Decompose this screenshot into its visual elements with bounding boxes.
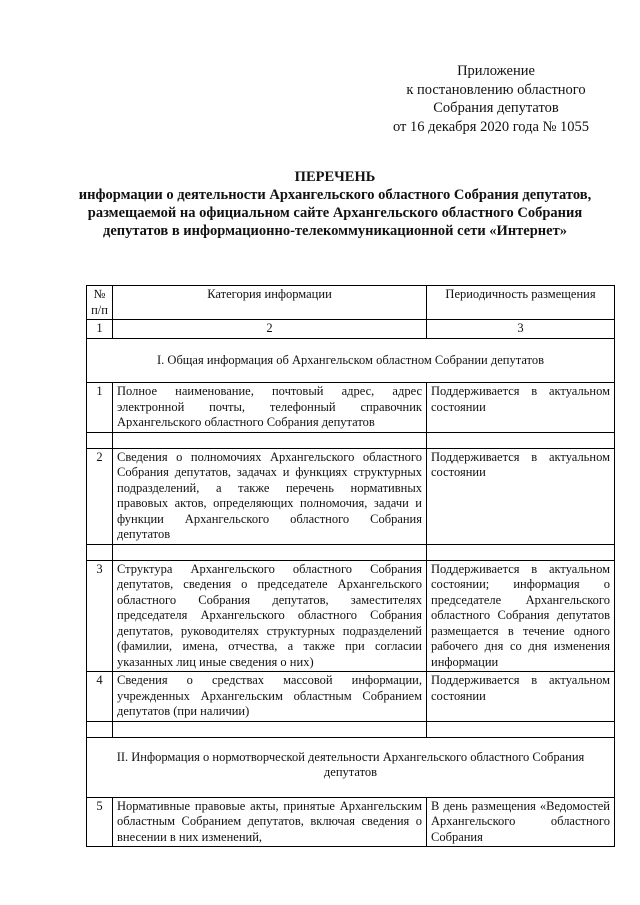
section-title: II. Информация о нормотворческой деятельности Архангельского областного Собрания депутатов <box>87 737 615 797</box>
row-num: 5 <box>87 797 113 847</box>
row-period: Поддерживается в актуальном состоянии <box>427 672 615 722</box>
appendix-line-2: к постановлению областного <box>406 81 586 98</box>
row-category: Сведения о полномочиях Архангельского областного Собрания депутатов, задачах и функциях структурных подразделений, а также перечень нормативных правовых актов, определяющих полномочия, задачи и функции Архангельского областного Собрания депутатов <box>113 448 427 544</box>
appendix-line-3: Собрания депутатов <box>433 100 559 116</box>
table-row <box>87 383 615 433</box>
row-period: Поддерживается в актуальном состоянии <box>427 448 615 544</box>
row-spacer <box>87 721 615 737</box>
row-period: Поддерживается в актуальном состоянии; информация о председателе Архангельского областного Собрания депутатов размещается в течение одного рабочего дня со дня изменения информации <box>427 560 615 672</box>
row-category: Структура Архангельского областного Собрания депутатов, сведения о председателе Архангельского областного Собрания депутатов, заместителях председателя Архангельского областного Собрания депутатов, руководителях структурных подразделений (фамилии, имена, отчества, а также при согласии указанных лиц иные сведения о них) <box>113 560 427 672</box>
document-heading <box>70 168 600 240</box>
row-category: Сведения о средствах массовой информации, учрежденных Архангельским областным Собранием депутатов (при наличии) <box>113 672 427 722</box>
header-category: Категория информации <box>113 286 427 320</box>
row-num: 2 <box>87 448 113 544</box>
column-number: 3 <box>427 320 615 339</box>
row-num: 4 <box>87 672 113 722</box>
row-category: Нормативные правовые акты, принятые Архангельским областным Собранием депутатов, включая сведения о внесении в них изменений, <box>113 797 427 847</box>
document-title: ПЕРЕЧЕНЬ <box>294 169 376 185</box>
table-header-row <box>87 286 615 320</box>
appendix-block <box>380 62 612 136</box>
column-number: 1 <box>87 320 113 339</box>
row-num: 1 <box>87 383 113 433</box>
header-period: Периодичность размещения <box>427 286 615 320</box>
row-spacer <box>87 432 615 448</box>
table-row <box>87 672 615 722</box>
information-table <box>86 285 615 847</box>
row-num: 3 <box>87 560 113 672</box>
document-subtitle: информации о деятельности Архангельского областного Собрания депутатов, размещаемой на официальном сайте Архангельского областного Собрания депутатов в информационно-телекоммуникационной сети «Интернет» <box>78 187 592 239</box>
table-row <box>87 448 615 544</box>
section-header-row <box>87 338 615 383</box>
appendix-line-4: от 16 декабря 2020 года № 1055 <box>392 118 590 135</box>
appendix-line-1: Приложение <box>457 63 535 79</box>
row-period: В день размещения «Ведомостей Архангельского областного Собрания <box>427 797 615 847</box>
row-spacer <box>87 544 615 560</box>
header-num: № п/п <box>87 286 113 320</box>
table-row <box>87 797 615 847</box>
column-number: 2 <box>113 320 427 339</box>
table-row <box>87 560 615 672</box>
section-title: I. Общая информация об Архангельском областном Собрании депутатов <box>87 338 615 383</box>
row-period: Поддерживается в актуальном состоянии <box>427 383 615 433</box>
column-number-row <box>87 320 615 339</box>
section-header-row <box>87 737 615 797</box>
row-category: Полное наименование, почтовый адрес, адрес электронной почты, телефонный справочник Архангельского областного Собрания депутатов <box>113 383 427 433</box>
